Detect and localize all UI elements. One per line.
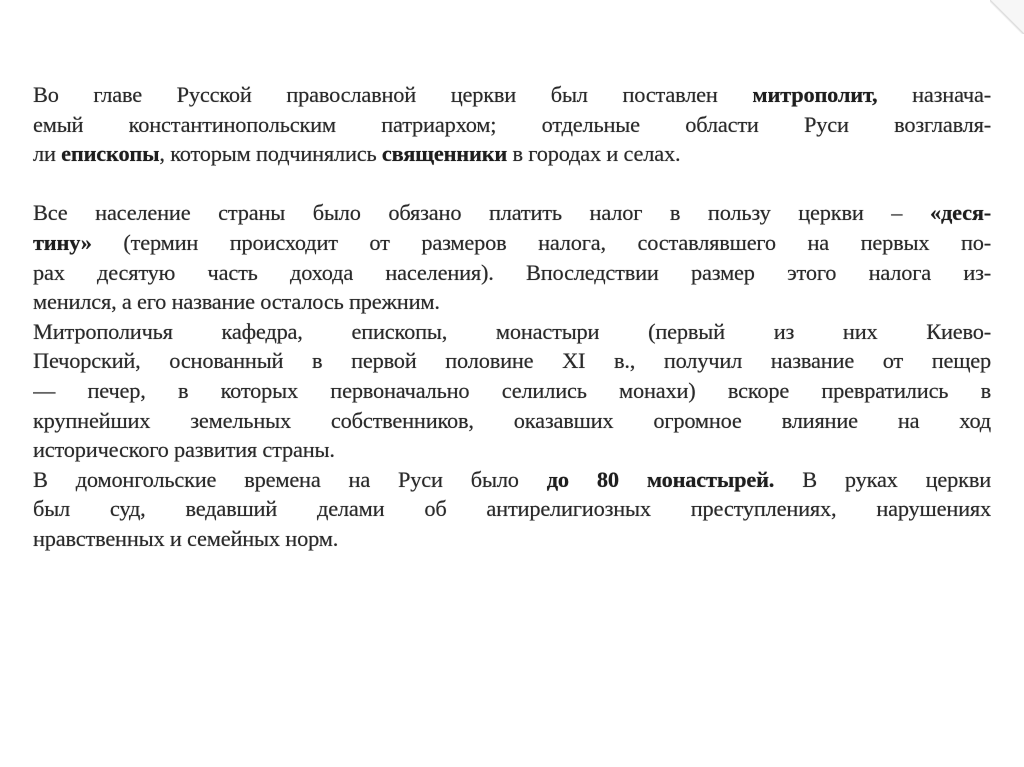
text-line: Печорский, основанный в первой половине XI в., получил название от пещер	[33, 348, 991, 374]
text-line: Все население страны было обязано платить налог в пользу церкви – «деся-	[33, 200, 991, 226]
text-line: менился, а его название осталось прежним.	[33, 289, 440, 315]
text-line: крупнейших земельных собственников, оказавших огромное влияние на ход	[33, 407, 991, 433]
text-line: рах десятую часть дохода населения). Впоследствии размер этого налога из-	[33, 259, 991, 285]
text-line: — печер, в которых первоначально селились монахи) вскоре превратились в	[33, 377, 991, 403]
text-line: В домонгольские времена на Руси было до 80 монастырей. В руках церкви	[33, 466, 991, 492]
paragraph-gap	[33, 169, 991, 199]
text-line: ли епископы, которым подчинялись священники в городах и селах.	[33, 141, 681, 167]
page-corner-fold	[990, 0, 1024, 34]
text-line: нравственных и семейных норм.	[33, 525, 339, 551]
text-line: Во главе Русской православной церкви был поставлен митрополит, назнача-	[33, 82, 991, 107]
text-line: емый константинопольским патриархом; отдельные области Руси возглавля-	[33, 111, 991, 137]
text-line: Митрополичья кафедра, епископы, монастыри (первый из них Киево-	[33, 318, 991, 344]
text-line: был суд, ведавший делами об антирелигиозных преступлениях, нарушениях	[33, 496, 991, 522]
text-line: тину» (термин происходит от размеров налога, составлявшего на первых по-	[33, 229, 991, 255]
slide-text-block	[33, 80, 991, 554]
text-line: исторического развития страны.	[33, 437, 335, 463]
